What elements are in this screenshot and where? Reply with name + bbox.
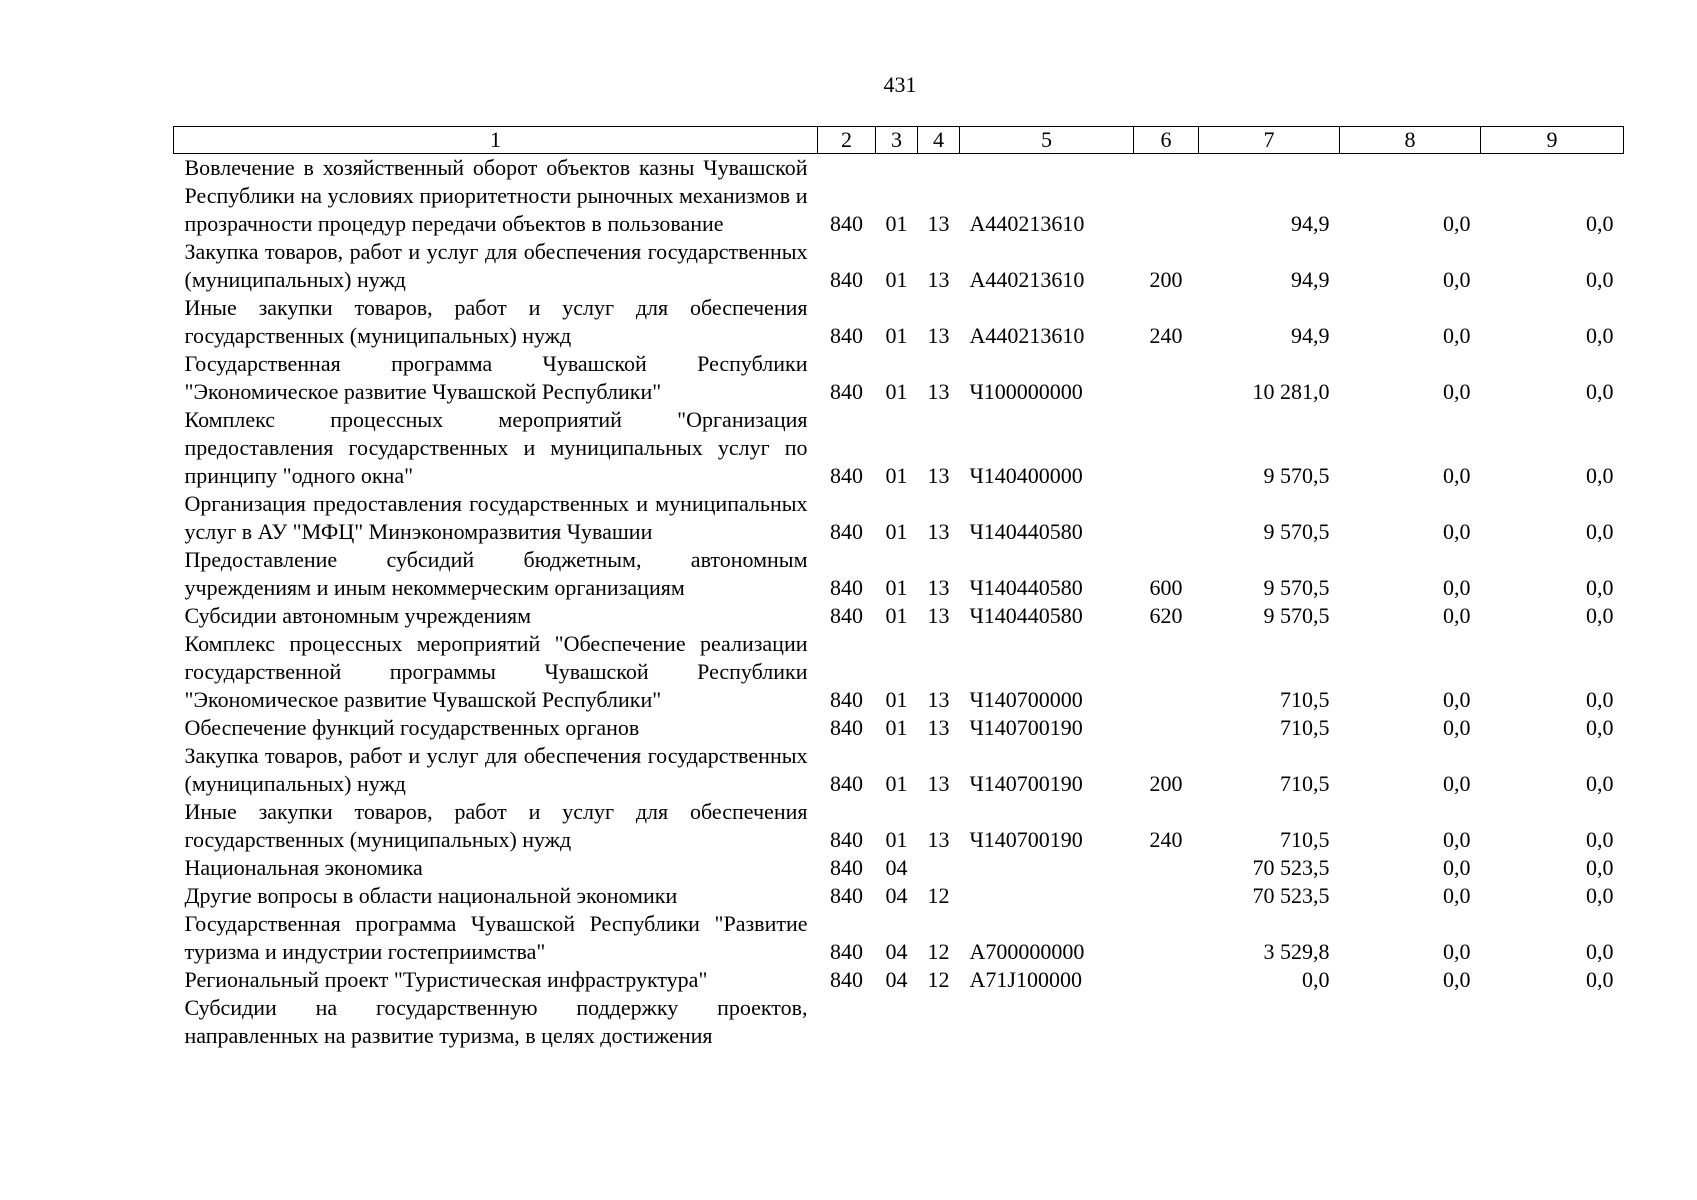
amount-cell: 94,9 <box>1291 267 1330 292</box>
target-article-cell: Ч140440580 <box>969 519 1083 544</box>
amount-cell: 9 570,5 <box>1263 519 1330 544</box>
expense-type-cell <box>1134 406 1199 490</box>
target-article-cell: Ч140700000 <box>969 687 1083 712</box>
amount-cell: 0,0 <box>1443 715 1471 740</box>
section-code-cell: 01 <box>885 463 908 488</box>
table-row <box>174 910 1624 966</box>
section-code-cell: 01 <box>885 519 908 544</box>
amount-cell: 710,5 <box>1280 771 1330 796</box>
table-row <box>174 882 1624 910</box>
subsection-code-cell: 13 <box>927 323 950 348</box>
expense-type-cell: 200 <box>1149 267 1183 292</box>
row-name-cell: Обеспечение функций государственных органов <box>184 715 640 740</box>
budget-table <box>173 126 1624 1050</box>
subsection-code-cell: 12 <box>927 883 950 908</box>
amount-cell: 0,0 <box>1443 967 1471 992</box>
amount-cell: 0,0 <box>1443 939 1471 964</box>
table-row <box>174 406 1624 490</box>
column-header: 3 <box>876 127 918 154</box>
amount-cell: 0,0 <box>1586 379 1614 404</box>
amount-cell: 3 529,8 <box>1263 939 1330 964</box>
amount-cell: 94,9 <box>1291 323 1330 348</box>
amount-cell: 0,0 <box>1586 267 1614 292</box>
ministry-code-cell: 840 <box>830 687 863 712</box>
amount-cell: 0,0 <box>1443 379 1471 404</box>
amount-cell: 0,0 <box>1443 519 1471 544</box>
subsection-code-cell <box>918 854 960 882</box>
row-name-cell: Организация предоставления государственных и муниципальных услуг в АУ "МФЦ" Минэкономразвития Чувашии <box>184 491 808 544</box>
subsection-code-cell <box>918 994 960 1050</box>
row-name-cell: Государственная программа Чувашской Республики "Развитие туризма и индустрии гостеприимства" <box>184 911 808 964</box>
column-header: 5 <box>960 127 1134 154</box>
expense-type-cell <box>1134 714 1199 742</box>
section-code-cell: 01 <box>885 715 908 740</box>
ministry-code-cell: 840 <box>830 715 863 740</box>
expense-type-cell <box>1134 350 1199 406</box>
amount-cell: 0,0 <box>1443 827 1471 852</box>
amount-cell: 0,0 <box>1586 575 1614 600</box>
target-article-cell: Ч140700190 <box>969 827 1083 852</box>
amount-cell: 0,0 <box>1443 575 1471 600</box>
table-row <box>174 630 1624 714</box>
section-code-cell: 04 <box>885 939 908 964</box>
row-name-cell: Комплекс процессных мероприятий "Обеспечение реализации государственной программы Чувашской Республики "Экономическое развитие Чувашской Республики" <box>184 631 808 712</box>
target-article-cell <box>960 854 1134 882</box>
expense-type-cell: 600 <box>1149 575 1183 600</box>
table-row <box>174 154 1624 239</box>
column-header: 6 <box>1134 127 1199 154</box>
ministry-code-cell: 840 <box>830 771 863 796</box>
subsection-code-cell: 13 <box>927 267 950 292</box>
section-code-cell: 01 <box>885 771 908 796</box>
amount-cell: 70 523,5 <box>1252 883 1330 908</box>
ministry-code-cell: 840 <box>830 883 863 908</box>
amount-cell <box>1199 994 1340 1050</box>
amount-cell: 0,0 <box>1443 323 1471 348</box>
section-code-cell: 04 <box>885 883 908 908</box>
ministry-code-cell: 840 <box>830 575 863 600</box>
amount-cell: 9 570,5 <box>1263 575 1330 600</box>
amount-cell: 0,0 <box>1443 687 1471 712</box>
amount-cell: 0,0 <box>1586 211 1614 236</box>
amount-cell: 0,0 <box>1586 519 1614 544</box>
ministry-code-cell: 840 <box>830 519 863 544</box>
column-header: 9 <box>1481 127 1624 154</box>
amount-cell: 0,0 <box>1586 939 1614 964</box>
amount-cell: 0,0 <box>1586 463 1614 488</box>
expense-type-cell <box>1134 910 1199 966</box>
amount-cell: 0,0 <box>1586 855 1614 880</box>
expense-type-cell <box>1134 490 1199 546</box>
target-article-cell <box>960 882 1134 910</box>
amount-cell: 0,0 <box>1443 463 1471 488</box>
expense-type-cell: 240 <box>1149 323 1183 348</box>
target-article-cell: Ч100000000 <box>969 379 1083 404</box>
table-row <box>174 602 1624 630</box>
ministry-code-cell: 840 <box>830 939 863 964</box>
amount-cell: 0,0 <box>1586 687 1614 712</box>
subsection-code-cell: 12 <box>927 967 950 992</box>
amount-cell: 0,0 <box>1586 323 1614 348</box>
subsection-code-cell: 13 <box>927 575 950 600</box>
section-code-cell: 01 <box>885 687 908 712</box>
ministry-code-cell: 840 <box>830 211 863 236</box>
amount-cell: 9 570,5 <box>1263 463 1330 488</box>
page-number: 431 <box>883 72 917 97</box>
amount-cell: 0,0 <box>1586 827 1614 852</box>
expense-type-cell <box>1134 854 1199 882</box>
subsection-code-cell: 13 <box>927 519 950 544</box>
table-header-row <box>174 127 1624 154</box>
amount-cell: 94,9 <box>1291 211 1330 236</box>
amount-cell: 70 523,5 <box>1252 855 1330 880</box>
section-code-cell: 01 <box>885 211 908 236</box>
table-row <box>174 854 1624 882</box>
expense-type-cell: 200 <box>1149 771 1183 796</box>
target-article-cell: А440213610 <box>969 267 1085 292</box>
subsection-code-cell: 13 <box>927 715 950 740</box>
subsection-code-cell: 13 <box>927 687 950 712</box>
table-row <box>174 742 1624 798</box>
table-row <box>174 294 1624 350</box>
amount-cell: 0,0 <box>1443 211 1471 236</box>
table-row <box>174 714 1624 742</box>
row-name-cell: Закупка товаров, работ и услуг для обеспечения государственных (муниципальных) нужд <box>184 239 808 292</box>
column-header: 7 <box>1199 127 1340 154</box>
table-body <box>174 154 1624 1051</box>
ministry-code-cell: 840 <box>830 267 863 292</box>
target-article-cell: А700000000 <box>969 939 1085 964</box>
target-article-cell: Ч140440580 <box>969 575 1083 600</box>
subsection-code-cell: 13 <box>927 827 950 852</box>
row-name-cell: Иные закупки товаров, работ и услуг для обеспечения государственных (муниципальных) нужд <box>184 799 808 852</box>
target-article-cell <box>960 994 1134 1050</box>
row-name-cell: Иные закупки товаров, работ и услуг для обеспечения государственных (муниципальных) нужд <box>184 295 808 348</box>
row-name-cell: Региональный проект "Туристическая инфраструктура" <box>184 967 708 992</box>
expense-type-cell: 620 <box>1149 603 1183 628</box>
ministry-code-cell: 840 <box>830 827 863 852</box>
amount-cell: 9 570,5 <box>1263 603 1330 628</box>
column-header: 4 <box>918 127 960 154</box>
table-row <box>174 798 1624 854</box>
ministry-code-cell: 840 <box>830 967 863 992</box>
target-article-cell: А440213610 <box>969 211 1085 236</box>
section-code-cell: 01 <box>885 603 908 628</box>
target-article-cell: Ч140700190 <box>969 771 1083 796</box>
ministry-code-cell: 840 <box>830 379 863 404</box>
row-name-cell: Субсидии автономным учреждениям <box>184 603 532 628</box>
section-code-cell: 04 <box>885 967 908 992</box>
section-code-cell: 01 <box>885 827 908 852</box>
row-name-cell: Другие вопросы в области национальной экономики <box>184 883 678 908</box>
amount-cell: 0,0 <box>1302 967 1330 992</box>
table-row <box>174 350 1624 406</box>
subsection-code-cell: 12 <box>927 939 950 964</box>
subsection-code-cell: 13 <box>927 379 950 404</box>
section-code-cell: 01 <box>885 267 908 292</box>
expense-type-cell <box>1134 882 1199 910</box>
expense-type-cell: 240 <box>1149 827 1183 852</box>
amount-cell: 710,5 <box>1280 687 1330 712</box>
amount-cell: 710,5 <box>1280 715 1330 740</box>
subsection-code-cell: 13 <box>927 463 950 488</box>
target-article-cell: А440213610 <box>969 323 1085 348</box>
section-code-cell: 01 <box>885 379 908 404</box>
ministry-code-cell <box>818 994 876 1050</box>
column-header: 1 <box>174 127 818 154</box>
section-code-cell: 01 <box>885 323 908 348</box>
row-name-cell: Национальная экономика <box>184 855 423 880</box>
amount-cell: 0,0 <box>1443 883 1471 908</box>
subsection-code-cell: 13 <box>927 211 950 236</box>
ministry-code-cell: 840 <box>830 463 863 488</box>
amount-cell: 0,0 <box>1586 603 1614 628</box>
amount-cell: 710,5 <box>1280 827 1330 852</box>
amount-cell: 0,0 <box>1586 967 1614 992</box>
expense-type-cell <box>1134 966 1199 994</box>
section-code-cell <box>876 994 918 1050</box>
amount-cell <box>1481 994 1624 1050</box>
section-code-cell: 01 <box>885 575 908 600</box>
row-name-cell: Комплекс процессных мероприятий "Организация предоставления государственных и муниципальных услуг по принципу "одного окна" <box>184 407 808 488</box>
table-row <box>174 238 1624 294</box>
column-header: 2 <box>818 127 876 154</box>
amount-cell: 0,0 <box>1443 855 1471 880</box>
table-row <box>174 546 1624 602</box>
row-name-cell: Закупка товаров, работ и услуг для обеспечения государственных (муниципальных) нужд <box>184 743 808 796</box>
target-article-cell: А71J100000 <box>969 967 1082 992</box>
amount-cell <box>1340 994 1481 1050</box>
row-name-cell: Вовлечение в хозяйственный оборот объектов казны Чувашской Республики на условиях приоритетности рыночных механизмов и прозрачности процедур передачи объектов в пользование <box>184 155 808 236</box>
target-article-cell: Ч140440580 <box>969 603 1083 628</box>
amount-cell: 0,0 <box>1443 771 1471 796</box>
amount-cell: 0,0 <box>1443 603 1471 628</box>
row-name-cell: Предоставление субсидий бюджетным, автономным учреждениям и иным некоммерческим организациям <box>184 547 808 600</box>
expense-type-cell <box>1134 630 1199 714</box>
target-article-cell: Ч140400000 <box>969 463 1083 488</box>
target-article-cell: Ч140700190 <box>969 715 1083 740</box>
amount-cell: 10 281,0 <box>1252 379 1330 404</box>
column-header: 8 <box>1340 127 1481 154</box>
budget-table-container <box>173 126 1623 1050</box>
subsection-code-cell: 13 <box>927 771 950 796</box>
amount-cell: 0,0 <box>1586 771 1614 796</box>
table-row <box>174 994 1624 1050</box>
amount-cell: 0,0 <box>1586 883 1614 908</box>
table-row <box>174 490 1624 546</box>
amount-cell: 0,0 <box>1586 715 1614 740</box>
row-name-cell: Субсидии на государственную поддержку проектов, направленных на развитие туризма, в целях достижения <box>184 995 808 1048</box>
expense-type-cell <box>1134 154 1199 239</box>
section-code-cell: 04 <box>885 855 908 880</box>
row-name-cell: Государственная программа Чувашской Республики "Экономическое развитие Чувашской Республики" <box>184 351 808 404</box>
ministry-code-cell: 840 <box>830 603 863 628</box>
expense-type-cell <box>1134 994 1199 1050</box>
ministry-code-cell: 840 <box>830 855 863 880</box>
ministry-code-cell: 840 <box>830 323 863 348</box>
table-row <box>174 966 1624 994</box>
amount-cell: 0,0 <box>1443 267 1471 292</box>
subsection-code-cell: 13 <box>927 603 950 628</box>
